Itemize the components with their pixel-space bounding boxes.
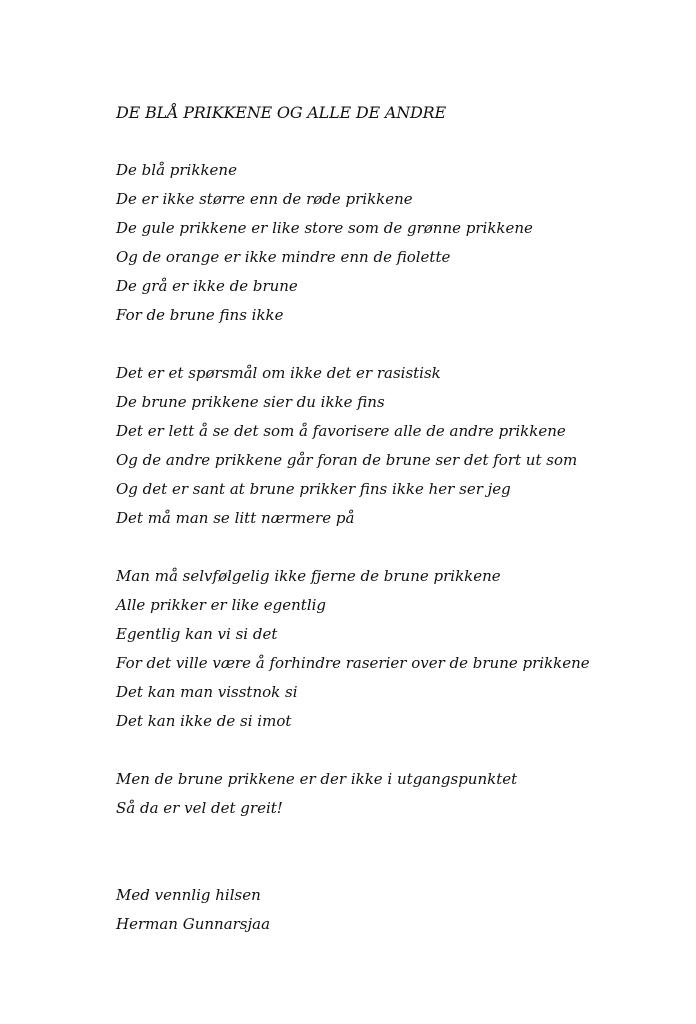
- poem-line: Og de andre prikkene går foran de brune ser det fort ut som: [116, 451, 578, 469]
- spacer: [116, 127, 676, 156]
- signature-name: Herman Gunnarsjaa: [116, 915, 271, 933]
- poem-line: Det er et spørsmål om ikke det er rasistisk: [116, 364, 441, 382]
- signature-closing: Med vennlig hilsen: [116, 886, 261, 904]
- poem-line: Det må man se litt nærmere på: [116, 509, 355, 527]
- spacer: [116, 736, 676, 765]
- stanza-4: [116, 765, 676, 823]
- poem-line: For det ville være å forhindre raserier over de brune prikkene: [116, 654, 590, 672]
- stanza-1: [116, 156, 676, 330]
- poem-line: Og det er sant at brune prikker fins ikke her ser jeg: [116, 480, 511, 498]
- poem-line: Det kan man visstnok si: [116, 683, 298, 701]
- poem-body: [116, 98, 676, 939]
- stanza-3: [116, 562, 676, 736]
- poem-line: De brune prikkene sier du ikke fins: [116, 393, 385, 411]
- spacer: [116, 823, 676, 881]
- spacer: [116, 533, 676, 562]
- signature-block: [116, 881, 676, 939]
- poem-line: Så da er vel det greit!: [116, 799, 283, 817]
- poem-line: Alle prikker er like egentlig: [116, 596, 327, 614]
- spacer: [116, 330, 676, 359]
- poem-line: Egentlig kan vi si det: [116, 625, 278, 643]
- poem-line: Man må selvfølgelig ikke fjerne de brune prikkene: [116, 567, 501, 585]
- poem-line: De er ikke større enn de røde prikkene: [116, 190, 413, 208]
- poem-line: Det er lett å se det som å favorisere alle de andre prikkene: [116, 422, 566, 440]
- stanza-2: [116, 359, 676, 533]
- poem-line: De blå prikkene: [116, 161, 237, 179]
- poem-line: For de brune fins ikke: [116, 306, 284, 324]
- poem-title: DE BLÅ PRIKKENE OG ALLE DE ANDRE: [116, 103, 446, 122]
- poem-line: De gule prikkene er like store som de grønne prikkene: [116, 219, 533, 237]
- poem-line: Det kan ikke de si imot: [116, 712, 292, 730]
- poem-line: De grå er ikke de brune: [116, 277, 298, 295]
- poem-line: Og de orange er ikke mindre enn de fiolette: [116, 248, 451, 266]
- poem-line: Men de brune prikkene er der ikke i utgangspunktet: [116, 770, 518, 788]
